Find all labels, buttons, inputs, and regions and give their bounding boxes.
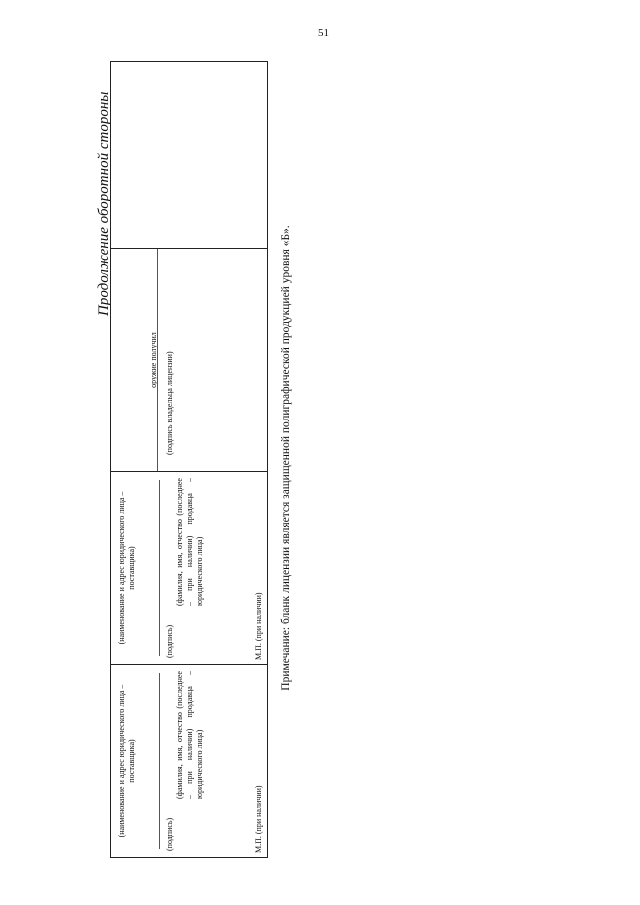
- signature-line: [159, 673, 160, 849]
- stamp-label: М.П. (при наличии): [254, 785, 263, 853]
- blank-cell: [111, 62, 268, 249]
- supplier-header: (наименование и адрес юридического лица – поставщика): [117, 491, 136, 645]
- supplier-form-table: [110, 61, 268, 858]
- footnote: Примечание: бланк лицензии является защищенной полиграфической продукцией уровня «Б».: [280, 225, 292, 691]
- receipt-signature-line: [157, 249, 158, 471]
- receipt-cell: [111, 249, 268, 472]
- supplier-cell-1: [111, 665, 268, 858]
- rotated-form-content: [92, 58, 372, 858]
- signature-label: (подпись): [165, 624, 174, 658]
- supplier-cell-2: [111, 472, 268, 665]
- owner-signature-label: (подпись владельца лицензии): [165, 351, 174, 455]
- seller-name-label: (фамилия, имя, отчество (последнее – при наличии) продавца – юридического лица): [175, 478, 204, 606]
- signature-label: (подпись): [165, 817, 174, 851]
- supplier-header: (наименование и адрес юридического лица – поставщика): [117, 684, 136, 838]
- seller-name-label: (фамилия, имя, отчество (последнее – при наличии) продавца – юридического лица): [175, 671, 204, 799]
- stamp-label: М.П. (при наличии): [254, 592, 263, 660]
- continuation-title: Продолжение оборотной стороны: [96, 91, 112, 316]
- page-number: 51: [318, 27, 329, 39]
- signature-line: [159, 480, 160, 656]
- weapon-received-label: оружие получил: [149, 332, 158, 388]
